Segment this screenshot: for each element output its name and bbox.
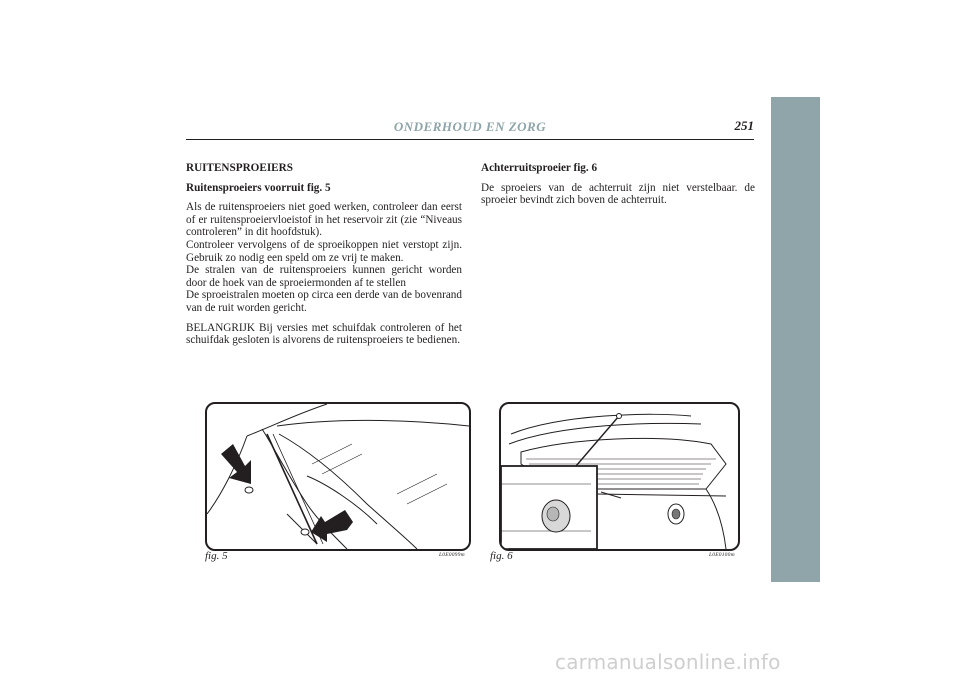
section-title: ONDERHOUD EN ZORG	[393, 119, 547, 134]
page-number: 251	[734, 118, 754, 133]
paragraph-belangrijk: BELANGRIJK Bij versies met schuifdak controleren of het schuifdak gesloten is alvorens de ruitensproeiers te bedienen.	[186, 321, 462, 347]
windshield-washer-drawing	[207, 404, 469, 549]
text-line: De stralen van de ruitensproeiers kunnen gericht worden door de hoek van de sproeiermonden af te stellen	[186, 264, 462, 289]
paragraph-voorruit	[186, 201, 462, 314]
text-line: Controleer vervolgens of de sproeikoppen niet verstopt zijn. Gebruik zo nodig een speld om ze vrij te maken.	[186, 238, 462, 264]
figure-5-illustration	[205, 402, 471, 551]
paragraph-achterruit: De sproeiers van de achterruit zijn niet verstelbaar. de sproeier bevindt zich boven de achterruit.	[481, 181, 755, 207]
watermark-text: carmanualsonline.info	[555, 650, 781, 674]
figure-6-caption: fig. 6	[490, 550, 513, 562]
left-column	[186, 162, 462, 354]
figure-6-illustration	[499, 402, 740, 551]
figure-6-code: L0E0100m	[709, 552, 735, 558]
section-tab	[771, 97, 820, 582]
arrow-icon	[311, 510, 353, 542]
heading-achterruit: Achterruitsproeier fig. 6	[481, 162, 598, 174]
heading-voorruit: Ruitensproeiers voorruit fig. 5	[186, 181, 331, 194]
figure-5-code: L0E0099m	[439, 552, 465, 558]
page-header	[186, 117, 754, 137]
heading-ruitensproeiers: RUITENSPROEIERS	[186, 162, 293, 174]
arrow-icon	[221, 444, 251, 484]
header-rule	[186, 139, 754, 140]
rear-washer-drawing	[501, 404, 738, 549]
text-line: De sproeistralen moeten op circa een derde van de bovenrand van de ruit worden gericht.	[186, 289, 462, 314]
right-column	[481, 162, 755, 214]
figure-5-caption: fig. 5	[205, 550, 228, 562]
text-line: Als de ruitensproeiers niet goed werken, controleer dan eerst of er ruitensproeiervloeistof in het reservoir zit (zie “Niveaus controleren” in dit hoofdstuk).	[186, 201, 462, 239]
